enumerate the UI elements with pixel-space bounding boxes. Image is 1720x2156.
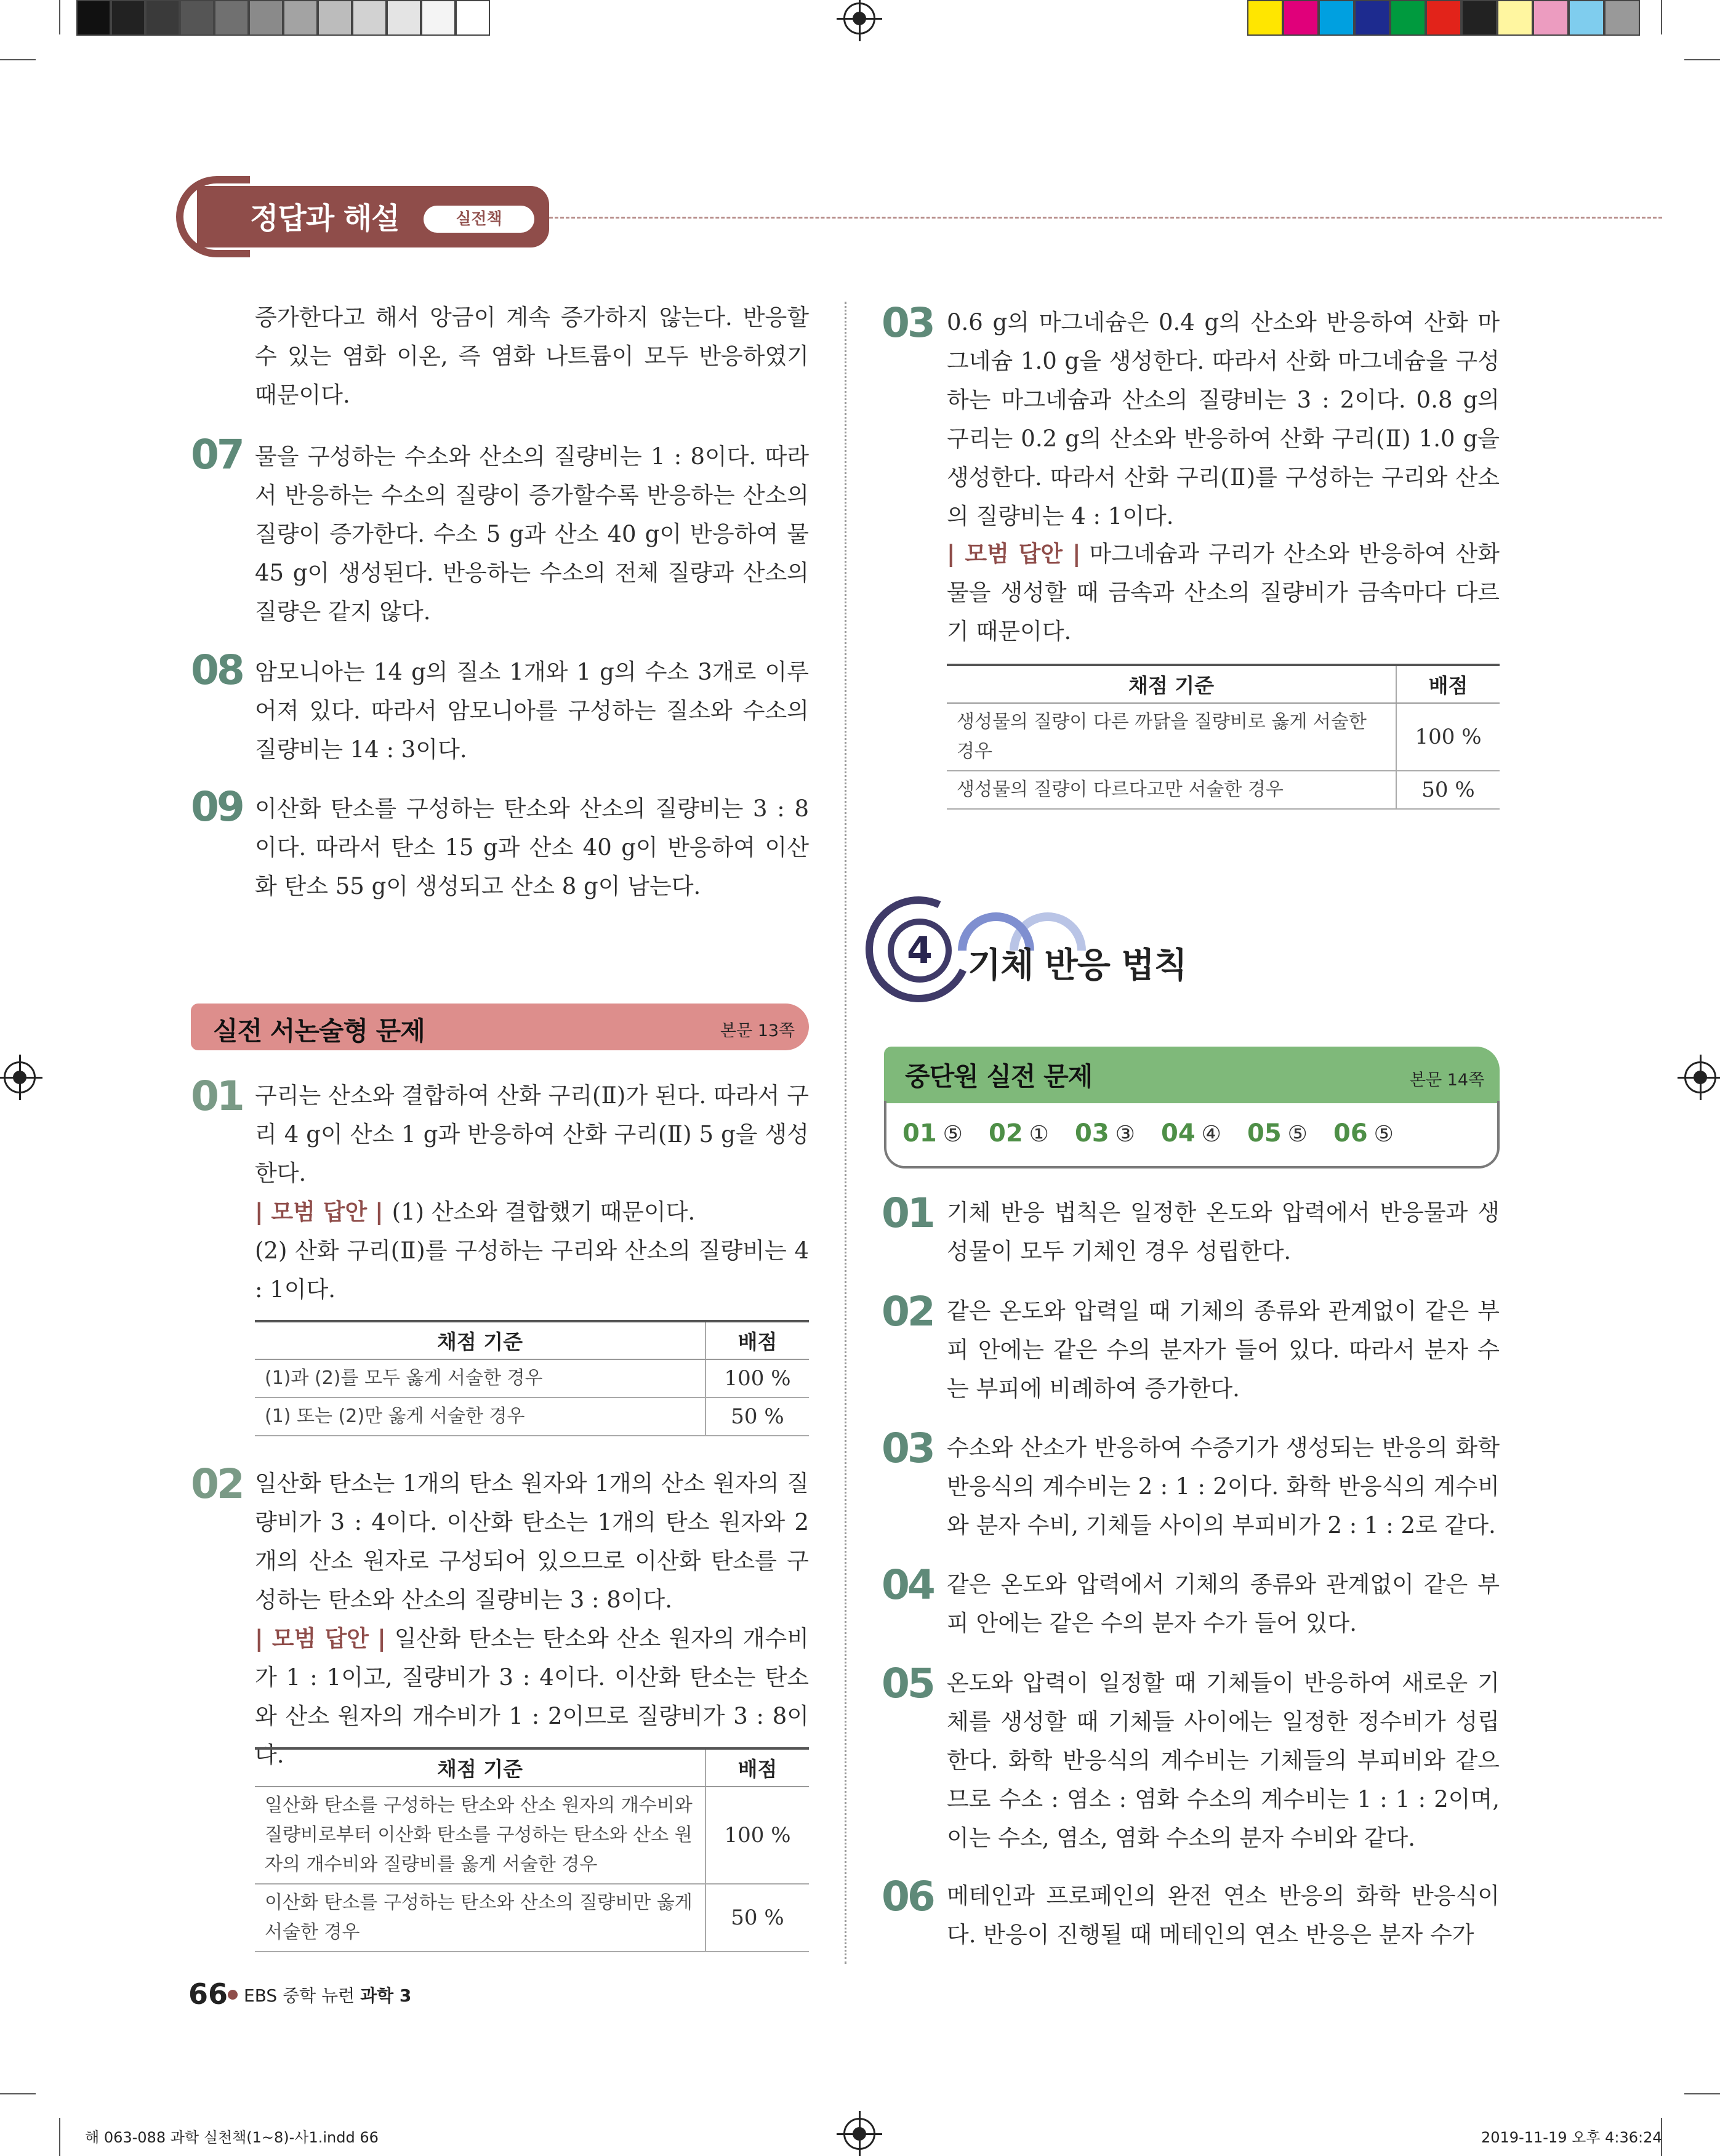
unit-test-title: 중단원 실전 문제 [905, 1061, 1093, 1092]
points-cell: 50 % [1396, 771, 1500, 809]
item-text: 암모니아는 14 g의 질소 1개와 1 g의 수소 3개로 이루어져 있다. 따라서 암모니아를 구성하는 질소와 수소의 질량비는 14 : 3이다. [255, 659, 809, 763]
item-text: 일산화 탄소는 1개의 탄소 원자와 1개의 산소 원자의 질량비가 3 : 4이다. 이산화 탄소는 1개의 탄소 원자와 2개의 산소 원자로 구성되어 있으므로 이산화 탄소를 구성하는 탄소와 산소의 질량비는 3 : 8이다. [255, 1470, 809, 1613]
points-cell: 50 % [705, 1884, 809, 1952]
chapter-title: 기체 반응 법칙 [968, 946, 1187, 986]
bullet-dot-icon [228, 1990, 238, 2000]
item-number: 02 [882, 1288, 933, 1335]
crop-mark [0, 2093, 36, 2094]
registration-mark-icon [4, 1061, 36, 1093]
model-answer [255, 1193, 809, 1231]
item-text: 이산화 탄소를 구성하는 탄소와 산소의 질량비는 3 : 8이다. 따라서 탄소 15 g과 산소 40 g이 반응하여 이산화 탄소 55 g이 생성되고 산소 8 g이 남는다. [255, 795, 809, 899]
header-divider [549, 217, 1662, 219]
answer-choice: ④ [1201, 1122, 1221, 1147]
answer-key-item [902, 1119, 963, 1148]
answer-key-item [989, 1119, 1049, 1148]
table-row [255, 1359, 809, 1398]
book-title [244, 1982, 411, 2007]
model-answer [947, 534, 1500, 651]
model-answer-label: | 모범 답안 | [255, 1199, 384, 1225]
registration-mark-icon [843, 2118, 875, 2150]
table-row [947, 703, 1500, 771]
answer-choice: ③ [1115, 1122, 1135, 1147]
item-text: 0.6 g의 마그네슘은 0.4 g의 산소와 반응하여 산화 마그네슘 1.0 g을 생성한다. 따라서 산화 마그네슘을 구성하는 마그네슘과 산소의 질량비는 3 : 2이다. 0.8 g의 구리는 0.2 g의 산소와 반응하여 산화 구리(Ⅱ) 1.0 g을 생성한다. 따라서 산화 구리(Ⅱ)를 구성하는 구리와 산소의 질량비는 4 : 1이다. [947, 309, 1500, 529]
page-title: 정답과 해설 [250, 201, 400, 236]
item-number: 02 [191, 1460, 243, 1508]
table-row [255, 1398, 809, 1436]
table-row [255, 1884, 809, 1952]
slug-file-info: 해 063-088 과학 실천책(1~8)-사1.indd 66 [85, 2129, 379, 2146]
essay-section-title: 실전 서논술형 문제 [213, 1016, 425, 1046]
item-text: 같은 온도와 압력에서 기체의 종류와 관계없이 같은 부피 안에는 같은 수의 분자 수가 들어 있다. [947, 1571, 1500, 1636]
crop-mark [1684, 2093, 1720, 2094]
criterion-cell: 생성물의 질량이 다르다고만 서술한 경우 [947, 771, 1396, 809]
table-row [255, 1787, 809, 1884]
item-text: 메테인과 프로페인의 완전 연소 반응의 화학 반응식이다. 반응이 진행될 때 메테인의 연소 반응은 분자 수가 [947, 1883, 1500, 1948]
item-number: 06 [882, 1873, 933, 1920]
points-cell: 100 % [705, 1359, 809, 1398]
column-divider [845, 302, 846, 1964]
criterion-cell: (1) 또는 (2)만 옳게 서술한 경우 [255, 1398, 705, 1436]
answer-choice: ⑤ [1287, 1122, 1308, 1147]
answer-choice: ① [1029, 1122, 1049, 1147]
item-number: 04 [882, 1561, 933, 1609]
points-cell: 50 % [705, 1398, 809, 1436]
registration-mark-icon [1684, 1061, 1716, 1093]
model-answer-label: | 모범 답안 | [947, 541, 1081, 567]
model-answer-label: | 모범 답안 | [255, 1625, 386, 1652]
grading-table [255, 1320, 809, 1436]
grading-table [255, 1747, 809, 1952]
criterion-cell: 이산화 탄소를 구성하는 탄소와 산소의 질량비만 옳게 서술한 경우 [255, 1884, 705, 1952]
item-number: 07 [191, 431, 243, 478]
slug-timestamp: 2019-11-19 오후 4:36:24 [1481, 2129, 1662, 2146]
item-text: 기체 반응 법칙은 일정한 온도와 압력에서 반응물과 생성물이 모두 기체인 경우 성립한다. [947, 1199, 1500, 1265]
crop-mark [1684, 59, 1720, 60]
criterion-cell: 생성물의 질량이 다른 까닭을 질량비로 옳게 서술한 경우 [947, 703, 1396, 771]
answer-key-item [1247, 1119, 1308, 1148]
answer-key-item [1161, 1119, 1221, 1148]
answer-number: 06 [1333, 1119, 1368, 1148]
answer-key-item [1333, 1119, 1394, 1148]
item-number: 05 [882, 1660, 933, 1707]
item-number: 01 [882, 1189, 933, 1237]
answer-number: 05 [1247, 1119, 1282, 1148]
answer-key-item [1075, 1119, 1135, 1148]
points-cell: 100 % [1396, 703, 1500, 771]
item-text: 같은 온도와 압력일 때 기체의 종류와 관계없이 같은 부피 안에는 같은 수의 분자가 들어 있다. 따라서 분자 수는 부피에 비례하여 증가한다. [947, 1298, 1500, 1402]
item-text: 수소와 산소가 반응하여 수증기가 생성되는 반응의 화학 반응식의 계수비는 2 : 1 : 2이다. 화학 반응식의 계수비와 분자 수비, 기체들 사이의 부피비가 2 : 1 : 2로 같다. [947, 1434, 1500, 1539]
unit-test-ref: 본문 14쪽 [1410, 1071, 1485, 1090]
answer-choice: ⑤ [942, 1122, 963, 1147]
chapter-number: 4 [907, 929, 933, 972]
criterion-cell: 일산화 탄소를 구성하는 탄소와 산소 원자의 개수비와 질량비로부터 이산화 탄소를 구성하는 탄소와 산소 원자의 개수비와 질량비를 옳게 서술한 경우 [255, 1787, 705, 1884]
continued-paragraph: 증가한다고 해서 앙금이 계속 증가하지 않는다. 반응할 수 있는 염화 이온, 즉 염화 나트륨이 모두 반응하였기 때문이다. [255, 304, 809, 408]
crop-mark [0, 59, 36, 60]
criterion-cell: (1)과 (2)를 모두 옳게 서술한 경우 [255, 1359, 705, 1398]
essay-section-ref: 본문 13쪽 [720, 1021, 795, 1040]
item-number: 08 [191, 646, 243, 694]
item-number: 01 [191, 1072, 243, 1120]
model-answer-text: (2) 산화 구리(Ⅱ)를 구성하는 구리와 산소의 질량비는 4 : 1이다. [255, 1237, 809, 1303]
book-subject: 과학 3 [360, 1985, 412, 2006]
crop-mark [59, 0, 60, 34]
book-series: EBS 중학 뉴런 [244, 1985, 361, 2006]
crop-mark [1661, 0, 1662, 34]
item-text: 온도와 압력이 일정할 때 기체들이 반응하여 새로운 기체를 생성할 때 기체들 사이에는 일정한 정수비가 성립한다. 화학 반응식의 계수비는 기체들의 부피비와 같으므로 수소 : 염소 : 염화 수소의 계수비는 1 : 1 : 2이며, 이는 수소, 염소, 염화 수소의 분자 수비와 같다. [947, 1670, 1500, 1851]
table-row [947, 771, 1500, 809]
points-cell: 100 % [705, 1787, 809, 1884]
points-header: 배점 [1396, 665, 1500, 703]
answer-number: 02 [989, 1119, 1023, 1148]
model-answer-text: 마그네슘과 구리가 산소와 반응하여 산화물을 생성할 때 금속과 산소의 질량비가 금속마다 다르기 때문이다. [947, 541, 1500, 645]
item-number: 09 [191, 783, 243, 831]
points-header: 배점 [705, 1321, 809, 1359]
item-text: 물을 구성하는 수소와 산소의 질량비는 1 : 8이다. 따라서 반응하는 수소의 질량이 증가할수록 반응하는 산소의 질량이 증가한다. 수소 5 g과 산소 40 g이 반응하여 물 45 g이 생성된다. 반응하는 수소의 전체 질량과 산소의 질량은 같지 않다. [255, 443, 809, 625]
answer-choice: ⑤ [1373, 1122, 1394, 1147]
grading-header: 채점 기준 [947, 665, 1396, 703]
page-number: 66 [188, 1977, 228, 2011]
model-answer-text: (1) 산소와 결합했기 때문이다. [392, 1199, 696, 1225]
registration-mark-icon [843, 2, 875, 34]
header-badge: 실전책 [424, 206, 534, 233]
item-text: 구리는 산소와 결합하여 산화 구리(Ⅱ)가 된다. 따라서 구리 4 g이 산소 1 g과 반응하여 산화 구리(Ⅱ) 5 g을 생성한다. [255, 1082, 809, 1186]
answer-number: 04 [1161, 1119, 1196, 1148]
answer-number: 01 [902, 1119, 937, 1148]
item-number: 03 [882, 1425, 933, 1472]
crop-mark [59, 2118, 60, 2156]
answer-number: 03 [1075, 1119, 1109, 1148]
grading-header: 채점 기준 [255, 1748, 705, 1787]
item-number: 03 [882, 299, 933, 347]
model-answer-text: 일산화 탄소는 탄소와 산소 원자의 개수비가 1 : 1이고, 질량비가 3 : 4이다. 이산화 탄소는 탄소와 산소 원자의 개수비가 1 : 2이므로 질량비가 3 : 8이다. [255, 1625, 810, 1768]
grading-header: 채점 기준 [255, 1321, 705, 1359]
grading-table [947, 664, 1500, 810]
points-header: 배점 [705, 1748, 809, 1787]
